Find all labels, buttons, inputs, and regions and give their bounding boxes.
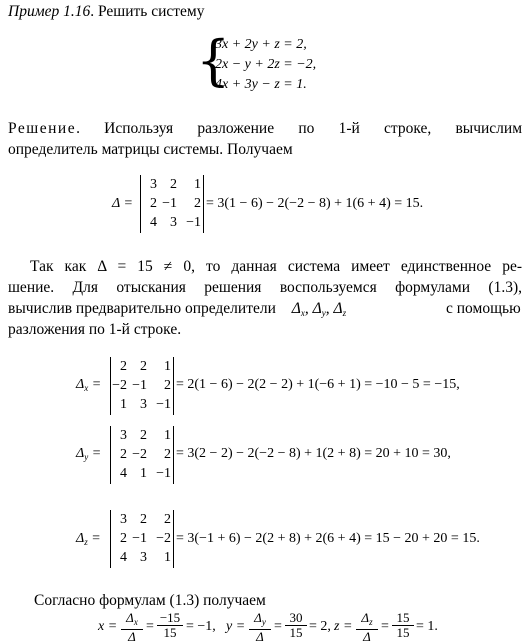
result-z-fden: 15 — [396, 625, 410, 640]
dx-cell: −1 — [156, 397, 171, 412]
solution-text-1: . Используя разложение по 1-й строке, вычислим — [76, 120, 522, 137]
dz-symbol: $\Delta_z$ = — [76, 531, 101, 547]
delta-cell: 4 — [150, 215, 157, 230]
dy-cell: 1 — [140, 466, 147, 481]
delta-cell: 2 — [150, 196, 157, 211]
dy-expansion: = 3(2 − 2) − 2(−2 − 8) + 1(2 + 8) = 20 + 10 = 30, — [176, 446, 451, 461]
dz-cell: 2 — [164, 512, 171, 527]
result-x-fden: 15 — [163, 625, 177, 640]
paragraph2-line-4: разложения по 1-й строке. — [8, 321, 182, 338]
result-x-eq: = — [146, 619, 154, 634]
dx-cell: 2 — [164, 378, 171, 393]
paragraph2-line-2: шение. Для отыскания решения воспользуемся формулами (1.3), — [8, 279, 522, 296]
result-z-den: Δ — [363, 629, 371, 644]
dx-cell: −1 — [132, 378, 147, 393]
result-y-frac2 — [285, 611, 307, 640]
solution-line-2: определитель матрицы системы. Получаем — [8, 141, 293, 158]
dy-cell: 3 — [120, 428, 127, 443]
paragraph2-text-3a: вычислив предварительно определители — [8, 300, 276, 317]
result-y-fnum: 30 — [285, 611, 307, 626]
result-x-num: $\Delta_x$ — [121, 611, 143, 630]
dz-cell: 2 — [140, 512, 147, 527]
dz-cell: −2 — [156, 531, 171, 546]
result-z-fnum: 15 — [392, 611, 414, 626]
dy-cell: 4 — [120, 466, 127, 481]
dz-cell: 2 — [120, 531, 127, 546]
result-y-eq: = — [274, 619, 282, 634]
dx-cell: 2 — [140, 359, 147, 374]
system-eq-1: 3x + 2y + z = 2, — [215, 37, 307, 52]
final-intro: Согласно формулам (1.3) получаем — [34, 592, 266, 609]
result-y-fden: 15 — [289, 625, 303, 640]
dx-symbol: $\Delta_x$ = — [76, 377, 102, 393]
dz-cell: 4 — [120, 550, 127, 565]
delta-cell: 3 — [170, 215, 177, 230]
result-z-res: = 1. — [416, 619, 438, 634]
delta-cell: −1 — [186, 215, 201, 230]
result-x-frac — [121, 611, 143, 644]
dy-matrix — [110, 426, 174, 484]
result-z-frac — [356, 611, 378, 644]
delta-cell: 2 — [170, 177, 177, 192]
dy-cell: 1 — [164, 428, 171, 443]
dx-matrix — [110, 357, 174, 415]
result-z-frac2 — [392, 611, 414, 640]
solution-line-1 — [8, 120, 522, 138]
result-x-den: Δ — [128, 629, 136, 644]
dz-cell: 3 — [120, 512, 127, 527]
result-x-fnum: −15 — [157, 611, 183, 626]
delta-matrix — [140, 175, 204, 233]
solution-label: Решение — [8, 120, 77, 137]
dx-cell: −2 — [112, 378, 127, 393]
result-x-lhs: x = — [98, 619, 118, 634]
system-eq-2: 2x − y + 2z = −2, — [215, 57, 317, 72]
result-z-eq: = — [381, 619, 389, 634]
paragraph2-line-1: Так как Δ = 15 ≠ 0, то данная система имеет единственное ре- — [30, 258, 522, 275]
dy-symbol: $\Delta_y$ = — [76, 446, 102, 462]
dy-cell: 2 — [164, 447, 171, 462]
dx-expansion: = 2(1 − 6) − 2(2 − 2) + 1(−6 + 1) = −10 − 5 = −15, — [176, 377, 460, 392]
dx-cell: 1 — [120, 397, 127, 412]
dz-expansion: = 3(−1 + 6) − 2(2 + 8) + 2(6 + 4) = 15 − 20 + 20 = 15. — [176, 531, 480, 546]
system-eq-3: 4x + 3y − z = 1. — [215, 77, 307, 92]
example-title: Пример 1.16 — [8, 3, 91, 20]
result-y-lhs: y = — [226, 619, 246, 634]
delta-cell: 1 — [194, 177, 201, 192]
dx-cell: 3 — [140, 397, 147, 412]
dz-matrix — [110, 510, 174, 568]
result-x-frac2 — [157, 611, 183, 640]
result-y-num: $\Delta_y$ — [249, 611, 271, 630]
delta-cell: −1 — [162, 196, 177, 211]
delta-expansion: = 3(1 − 6) − 2(−2 − 8) + 1(6 + 4) = 15. — [206, 196, 424, 211]
dz-cell: 3 — [140, 550, 147, 565]
dy-cell: −2 — [132, 447, 147, 462]
result-y-den: Δ — [256, 629, 264, 644]
paragraph2-text-3b: с помощью — [446, 300, 521, 317]
dy-cell: −1 — [156, 466, 171, 481]
dz-cell: −1 — [132, 531, 147, 546]
result-y-frac — [249, 611, 271, 644]
result-z-lhs: z = — [334, 619, 353, 634]
dx-cell: 2 — [120, 359, 127, 374]
example-heading — [8, 3, 522, 21]
delta-symbol: Δ = — [112, 196, 133, 211]
delta-cell: 2 — [194, 196, 201, 211]
dets-list: $\Delta_x$, $\Delta_y$, $\Delta_z$ — [291, 300, 347, 318]
result-x-res: = −1, — [186, 619, 216, 634]
result-y-res: = 2, — [309, 619, 331, 634]
dy-cell: 2 — [140, 428, 147, 443]
example-task: . Решить систему — [90, 3, 205, 20]
paragraph2-line-3 — [8, 300, 522, 322]
system-brace: { — [196, 29, 231, 92]
result-z-num: $\Delta_z$ — [356, 611, 378, 630]
delta-cell: 3 — [150, 177, 157, 192]
dz-cell: 1 — [164, 550, 171, 565]
dx-cell: 1 — [164, 359, 171, 374]
dy-cell: 2 — [120, 447, 127, 462]
